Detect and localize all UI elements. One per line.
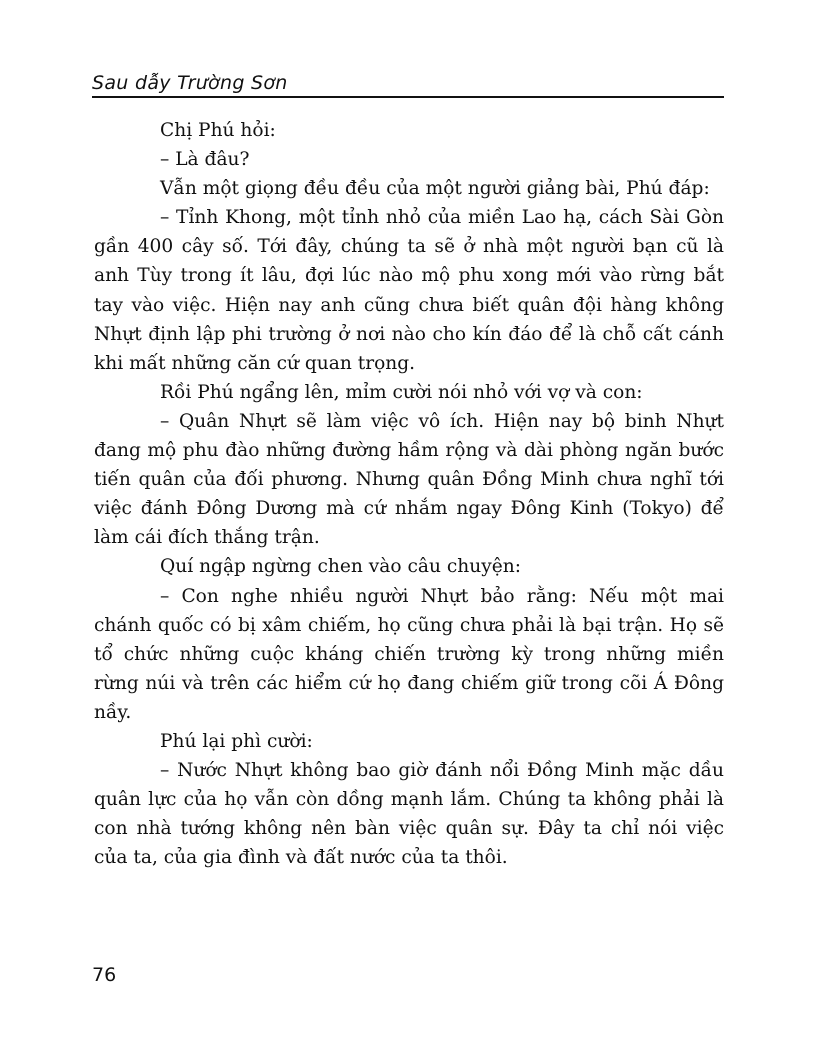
running-header <box>92 66 724 98</box>
paragraph: Rồi Phú ngẩng lên, mỉm cười nói nhỏ với vợ và con: <box>160 381 643 403</box>
paragraph: – Quân Nhựt sẽ làm việc vô ích. Hiện nay bộ binh Nhựt đang mộ phu đào những đường hầm rộng và dài phòng ngăn bước tiến quân của đối phương. Nhưng quân Đồng Minh chưa nghĩ tới việc đánh Đông Dương mà cứ nhắm ngay Đông Kinh (Tokyo) để làm cái đích thắng trận. <box>94 410 724 549</box>
paragraph: Phú lại phì cười: <box>160 730 313 752</box>
running-title: Sau dẫy Trường Sơn <box>92 72 288 94</box>
paragraph: – Là đâu? <box>160 149 250 171</box>
paragraph: Vẫn một giọng đều đều của một người giảng bài, Phú đáp: <box>160 178 710 200</box>
page-body <box>94 116 724 872</box>
paragraph: – Nước Nhựt không bao giờ đánh nổi Đồng Minh mặc dầu quân lực của họ vẫn còn dồng mạnh lắm. Chúng ta không phải là con nhà tướng không nên bàn việc quân sự. Đây ta chỉ nói việc của ta, của gia đình và đất nước của ta thôi. <box>94 760 724 869</box>
paragraph: Quí ngập ngừng chen vào câu chuyện: <box>160 556 521 578</box>
paragraph: – Con nghe nhiều người Nhựt bảo rằng: Nếu một mai chánh quốc có bị xâm chiếm, họ cũng chưa phải là bại trận. Họ sẽ tổ chức những cuộc kháng chiến trường kỳ trong những miền rừng núi và trên các hiểm cứ họ đang chiếm giữ trong cõi Á Đông nầy. <box>94 585 724 723</box>
paragraph: Chị Phú hỏi: <box>160 120 276 141</box>
page-number: 76 <box>92 964 117 986</box>
paragraph: – Tỉnh Khong, một tỉnh nhỏ của miền Lao hạ, cách Sài Gòn gần 400 cây số. Tới đây, chúng ta sẽ ở nhà một người bạn cũ là anh Tùy trong ít lâu, đợi lúc nào mộ phu xong mới vào rừng bắt tay vào việc. Hiện nay anh cũng chưa biết quân đội hàng không Nhựt định lập phi trường ở nơi nào cho kín đáo để là chỗ cất cánh khi mất những căn cứ quan trọng. <box>94 207 724 374</box>
